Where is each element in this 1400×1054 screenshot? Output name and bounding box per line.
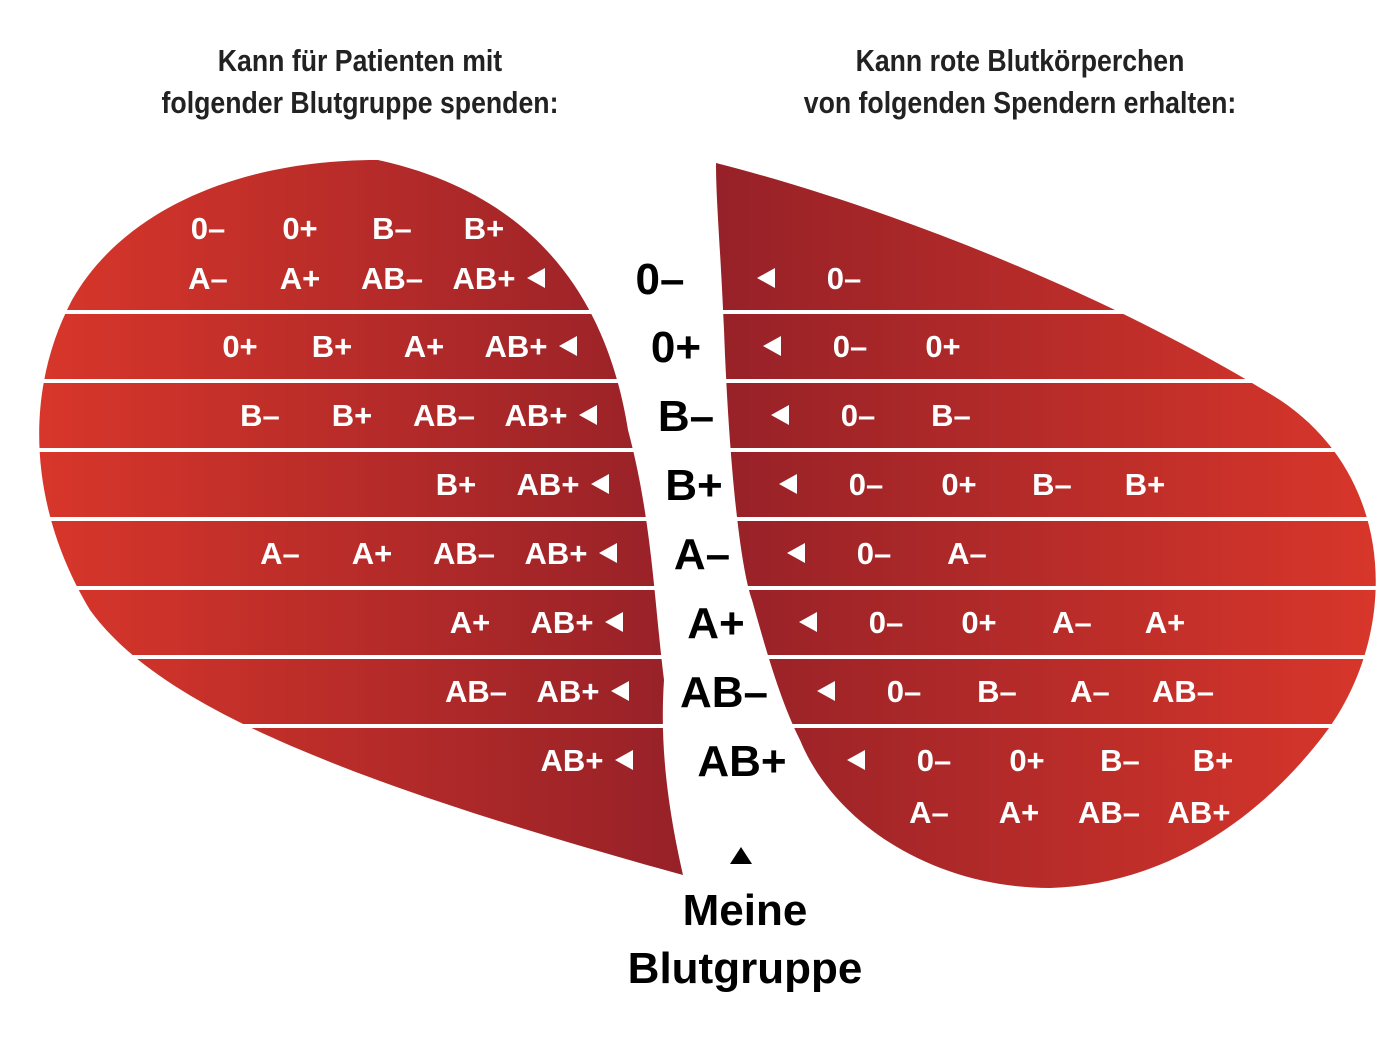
donate-label: AB+ [530,605,594,640]
donate-label: B+ [435,467,477,502]
donate-label: AB+ [504,398,568,433]
donate-header-line-1: Kann für Patienten mit [217,43,503,78]
my-blood-type-caption [545,882,945,998]
receive-label: 0– [868,605,904,640]
receive-label: 0– [840,398,876,433]
receive-label: 0+ [941,467,977,502]
receive-label: A+ [998,795,1040,830]
row-divider [30,448,1390,452]
receive-label: 0+ [1009,743,1045,778]
donate-label: B– [240,398,280,433]
blood-group-label: B– [657,392,715,441]
donate-label: AB– [432,536,496,571]
receive-label: B– [1032,467,1072,502]
blood-group-label: AB– [679,668,769,717]
receive-label: 0– [848,467,884,502]
receive-label: B– [1100,743,1140,778]
receive-label: 0– [826,261,862,296]
receive-label: B– [977,674,1017,709]
blood-group-label: A+ [687,599,745,648]
receive-label: AB– [1077,795,1141,830]
receive-label: B– [931,398,971,433]
donate-label: A+ [403,329,445,364]
row-divider [30,310,1390,314]
receive-label: B+ [1124,467,1166,502]
receive-header-line-1: Kann rote Blutkörperchen [855,43,1185,78]
row-divider [30,724,1390,728]
donate-label: AB+ [540,743,604,778]
donate-label: B+ [463,211,505,246]
receive-label: 0– [856,536,892,571]
donate-label: AB– [444,674,508,709]
receive-lobe [716,163,1376,888]
blood-group-label: AB+ [697,737,787,786]
receive-label: A– [909,795,949,830]
row-divider [30,586,1390,590]
donate-label: AB– [360,261,424,296]
receive-label: AB+ [1167,795,1231,830]
caption-line-2: Blutgruppe [627,944,863,993]
donate-label: A– [188,261,228,296]
receive-label: 0– [916,743,952,778]
receive-label: B+ [1192,743,1234,778]
receive-header-line-2: von folgenden Spendern erhalten: [803,85,1237,120]
donate-label: B+ [331,398,373,433]
marker-up-icon [730,847,752,864]
caption-line-1: Meine [682,886,808,935]
donate-label: AB+ [536,674,600,709]
donate-label: A+ [279,261,321,296]
row-divider [30,517,1390,521]
receive-label: A+ [1144,605,1186,640]
blood-group-label: 0+ [650,323,702,372]
receive-label: A– [1052,605,1092,640]
donate-label: 0– [190,211,226,246]
receive-label: 0+ [961,605,997,640]
donate-label: AB+ [452,261,516,296]
donate-label: 0+ [282,211,318,246]
receive-label: A– [947,536,987,571]
donate-label: AB+ [516,467,580,502]
donate-header-line-2: folgender Blutgruppe spenden: [161,85,559,120]
receive-label: 0– [886,674,922,709]
donate-label: AB+ [484,329,548,364]
receive-label: 0+ [925,329,961,364]
donate-label: A+ [351,536,393,571]
donate-label: B+ [311,329,353,364]
blood-group-label: A– [673,530,731,579]
donate-label: A– [260,536,300,571]
row-divider [30,379,1390,383]
donate-label: B– [372,211,412,246]
receive-label: 0– [832,329,868,364]
donate-label: AB+ [524,536,588,571]
receive-label: AB– [1151,674,1215,709]
receive-label: A– [1070,674,1110,709]
donate-label: A+ [449,605,491,640]
row-divider [30,655,1390,659]
donate-label: AB– [412,398,476,433]
blood-group-label: B+ [665,461,723,510]
donate-label: 0+ [222,329,258,364]
blood-group-label: 0– [635,255,685,304]
